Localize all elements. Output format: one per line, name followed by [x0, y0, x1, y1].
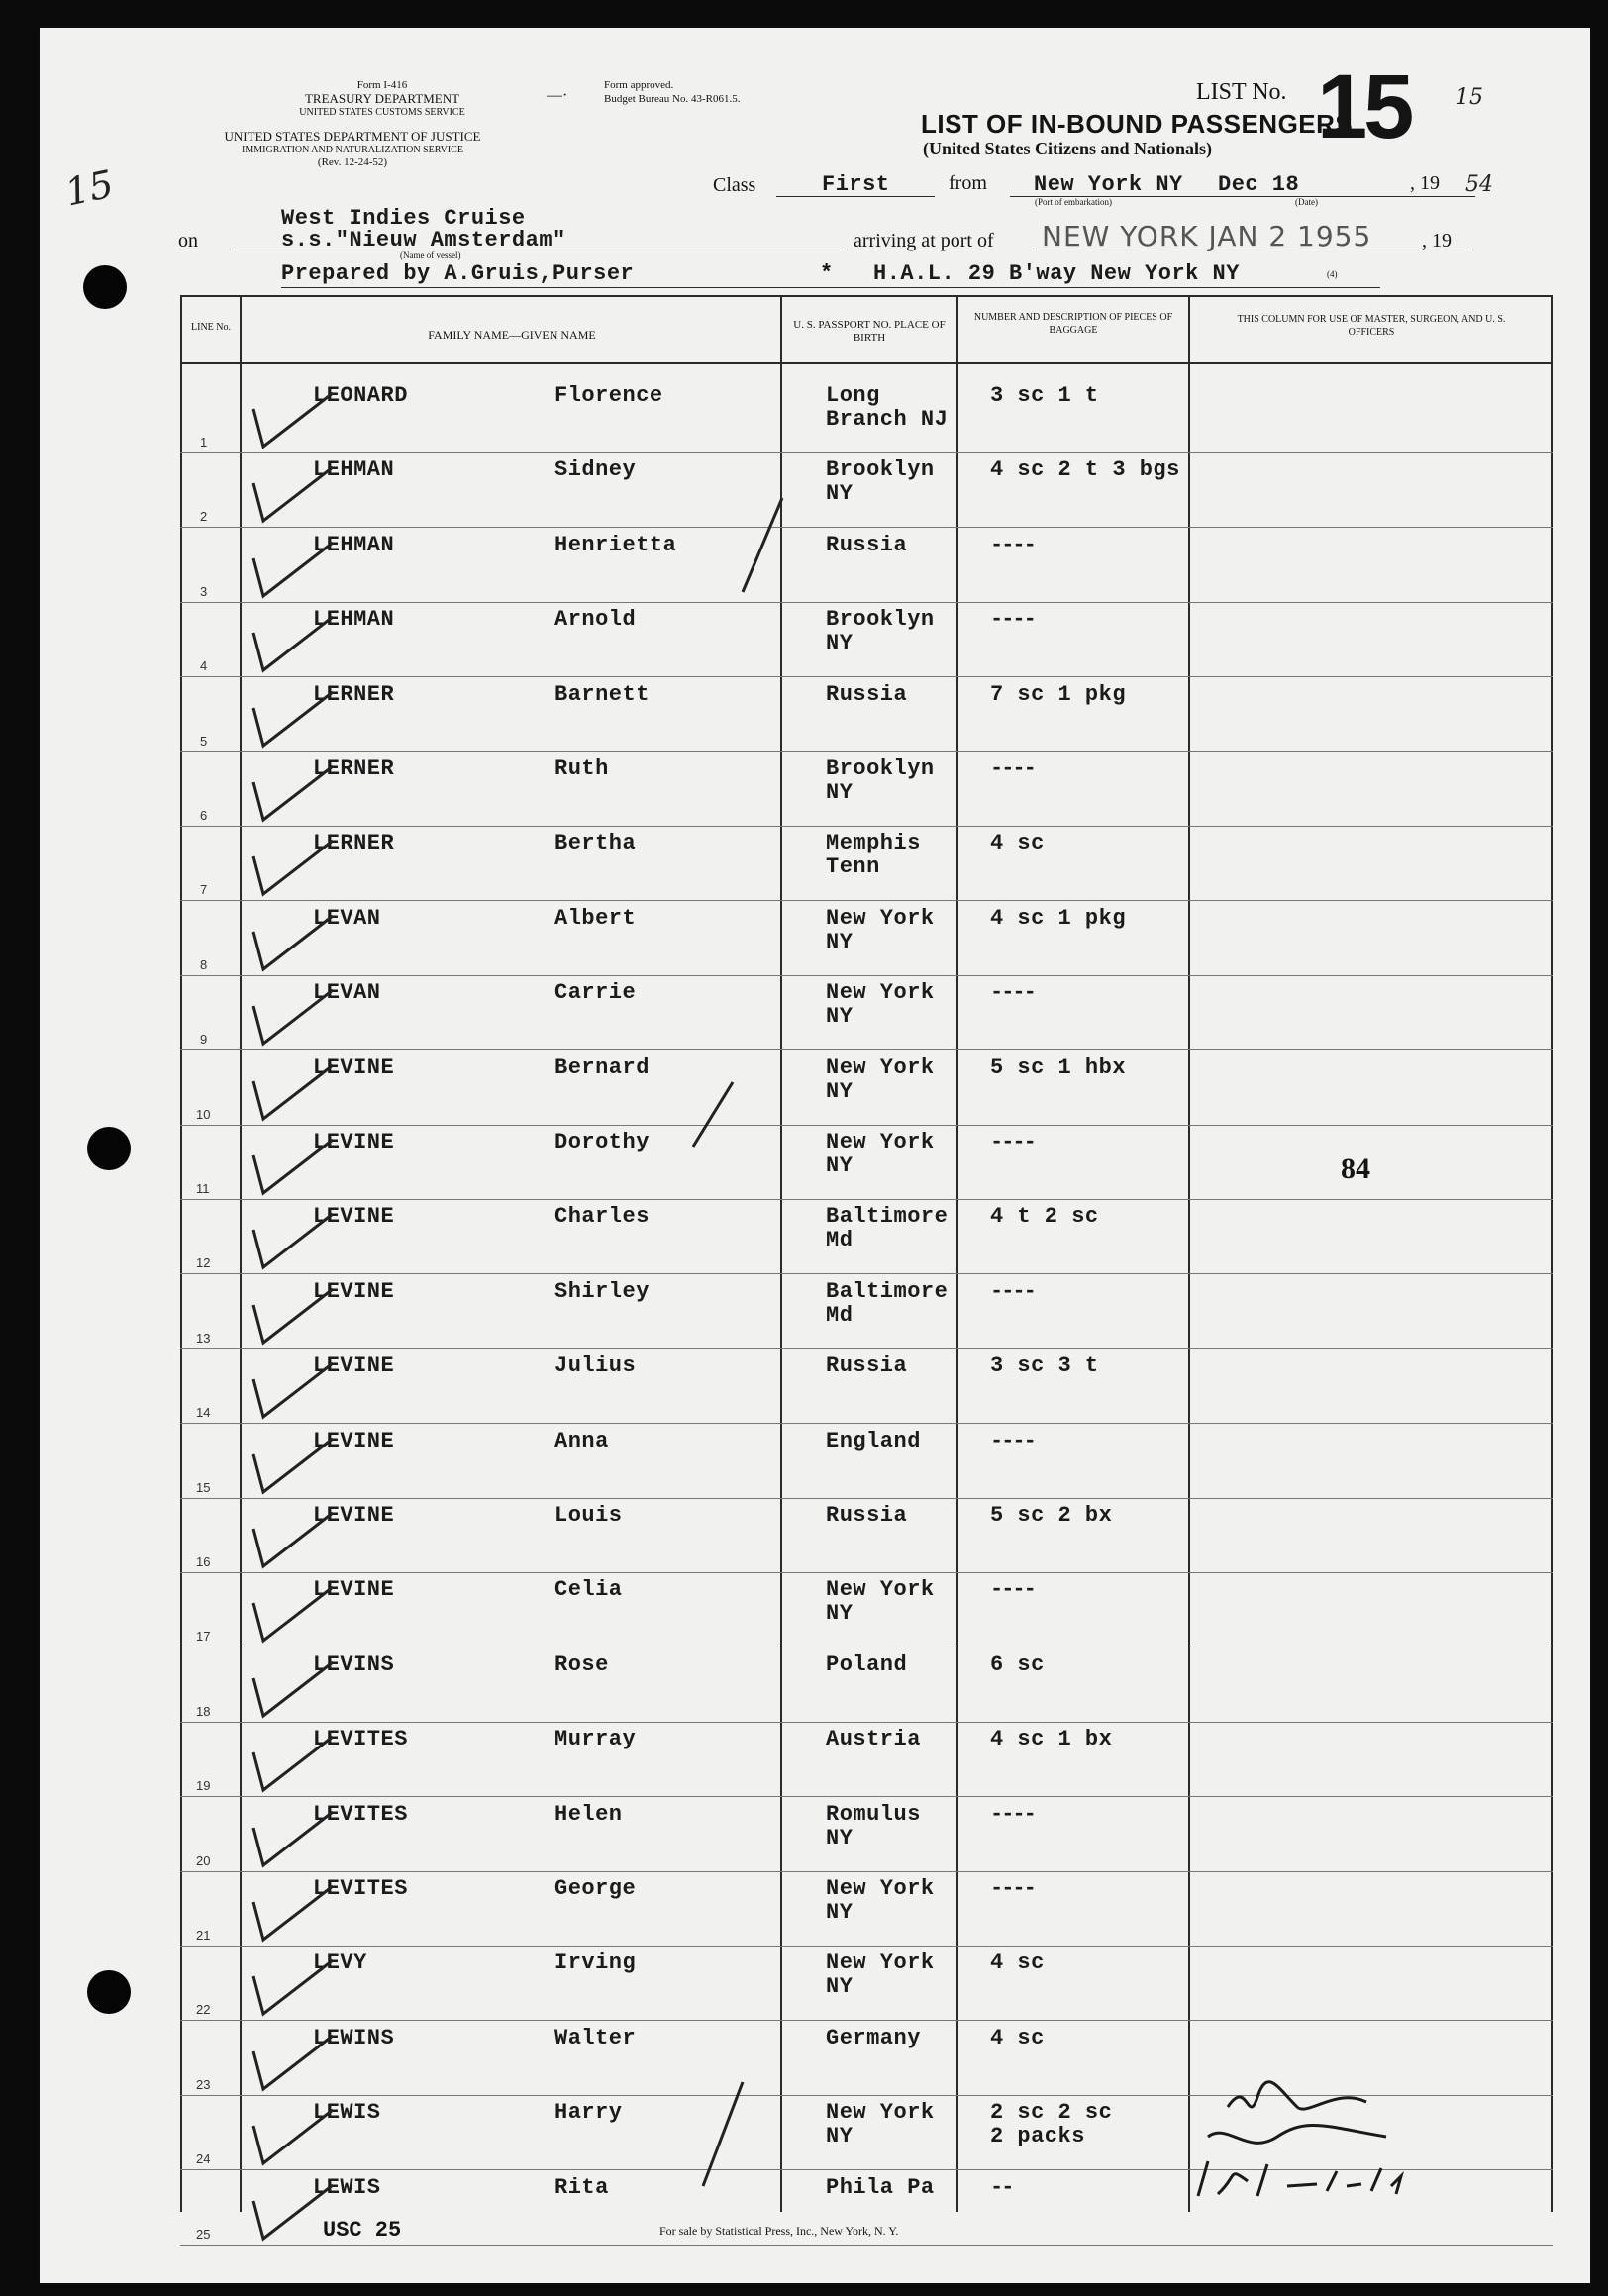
baggage: 4 sc 1 pkg [990, 905, 1127, 931]
family-name: LEHMAN [313, 532, 395, 557]
check-mark-icon [234, 1275, 343, 1354]
family-name: LEVINE [313, 1278, 395, 1304]
family-name: LEVAN [313, 905, 381, 931]
given-name: Henrietta [554, 532, 677, 557]
place-of-birth: Baltimore [826, 1278, 949, 1304]
place-of-birth-line2: NY [826, 1900, 854, 1925]
check-mark-icon [234, 1723, 343, 1802]
line-number: 12 [196, 1255, 211, 1271]
on-label: on [178, 230, 198, 251]
from-label: from [949, 172, 987, 194]
line-number: 1 [200, 435, 208, 449]
place-of-birth-line2: NY [826, 1974, 854, 2000]
table-row [40, 1872, 1590, 1947]
agent-caption: (4) [1327, 269, 1338, 279]
list-label: LIST No. [1196, 79, 1287, 105]
place-of-birth-line2: NY [826, 929, 854, 954]
line-number: 4 [200, 658, 208, 674]
given-name: Carrie [554, 980, 637, 1006]
check-mark-icon [234, 976, 343, 1055]
baggage: 6 sc [990, 1651, 1045, 1677]
table-row [40, 1425, 1590, 1499]
place-of-birth: Germany [826, 2025, 921, 2050]
col-header-passport: U. S. PASSPORT NO. PLACE OF BIRTH [793, 319, 946, 344]
line-number: 6 [200, 808, 208, 823]
table-row [40, 1648, 1590, 1723]
check-mark-icon [234, 1425, 343, 1504]
baggage: 4 t 2 sc [990, 1204, 1099, 1230]
separator-mark: —· [547, 87, 568, 104]
table-row [40, 902, 1590, 976]
given-name: Rita [554, 2174, 609, 2200]
baggage: -- [990, 2174, 1013, 2200]
family-name: LEVINE [313, 1054, 395, 1080]
treasury-dept: TREASURY DEPARTMENT [304, 91, 460, 106]
table-row [40, 678, 1590, 752]
baggage-line2: 2 packs [990, 2124, 1085, 2149]
line-number: 22 [196, 2002, 211, 2018]
check-mark-icon [234, 1648, 343, 1728]
table-row [40, 1499, 1590, 1573]
slash-mark-icon [693, 2077, 753, 2196]
place-of-birth: New York [826, 1950, 935, 1976]
given-name: Helen [554, 1801, 623, 1827]
place-of-birth: Russia [826, 681, 908, 707]
given-name: Barnett [554, 681, 650, 707]
baggage: ---- [990, 1876, 1035, 1901]
table-row [40, 1349, 1590, 1424]
row-divider [180, 2245, 1553, 2246]
baggage: ---- [990, 1130, 1035, 1154]
year-suffix: 54 [1465, 172, 1493, 197]
place-of-birth: Brooklyn [826, 607, 935, 633]
family-name: LEVITES [313, 1801, 408, 1827]
vessel-name: s.s."Nieuw Amsterdam" [281, 228, 566, 252]
form-title: LIST OF IN-BOUND PASSENGERS [921, 109, 1354, 139]
place-of-birth-line2: NY [826, 631, 854, 656]
family-name: LEWIS [313, 2100, 381, 2126]
family-name: LEVINE [313, 1428, 395, 1453]
place-of-birth: Russia [826, 532, 908, 557]
family-name: LEVINE [313, 1503, 395, 1528]
line-number: 21 [196, 1928, 211, 1943]
table-row [40, 1798, 1590, 1872]
place-of-birth-line2: Branch NJ [826, 407, 949, 432]
line-number: 25 [196, 2226, 211, 2242]
family-name: LEVAN [313, 980, 381, 1006]
given-name: George [554, 1876, 637, 1901]
place-of-birth-line2: NY [826, 1825, 854, 1850]
col-header-name: FAMILY NAME—GIVEN NAME [428, 328, 596, 342]
family-name: LERNER [313, 756, 395, 781]
line-number: 24 [196, 2151, 211, 2167]
baggage: 4 sc 2 t 3 bgs [990, 457, 1180, 483]
given-name: Anna [554, 1428, 609, 1453]
baggage: 4 sc 1 bx [990, 1727, 1113, 1752]
agent-address: H.A.L. 29 B'way New York NY [873, 261, 1240, 286]
manifest-page [40, 28, 1590, 2283]
check-mark-icon [234, 1947, 343, 2026]
vessel-caption: (Name of vessel) [400, 250, 461, 260]
table-row [40, 1051, 1590, 1126]
baggage: ---- [990, 1577, 1035, 1603]
form-revision: (Rev. 12-24-52) [317, 156, 388, 168]
table-row [40, 752, 1590, 827]
place-of-birth: New York [826, 980, 935, 1006]
table-row [40, 1200, 1590, 1274]
col-header-baggage: NUMBER AND DESCRIPTION OF PIECES OF BAGGAGE [973, 312, 1173, 336]
family-name: LEVITES [313, 1727, 408, 1752]
baggage: ---- [990, 1428, 1035, 1453]
form-subtitle: (United States Citizens and Nationals) [923, 139, 1213, 158]
check-mark-icon [234, 2022, 343, 2101]
place-of-birth: Memphis [826, 831, 921, 856]
baggage: 5 sc 2 bx [990, 1503, 1113, 1528]
family-name: LEVINE [313, 1130, 395, 1154]
line-number: 3 [200, 583, 208, 599]
family-name: LEWINS [313, 2025, 395, 2050]
baggage: ---- [990, 532, 1035, 557]
place-of-birth-line2: Md [826, 1302, 854, 1328]
slash-mark-icon [733, 493, 792, 602]
place-of-birth: Poland [826, 1651, 908, 1677]
family-name: LERNER [313, 831, 395, 856]
baggage: ---- [990, 1801, 1035, 1827]
place-of-birth: New York [826, 2100, 935, 2126]
table-row [40, 379, 1590, 453]
place-of-birth-line2: NY [826, 780, 854, 805]
list-number: 15 [1317, 56, 1411, 157]
customs-service: UNITED STATES CUSTOMS SERVICE [299, 107, 465, 118]
table-row [40, 1947, 1590, 2021]
given-name: Celia [554, 1577, 623, 1603]
check-mark-icon [234, 1573, 343, 1652]
place-of-birth-line2: NY [826, 1078, 854, 1104]
line-number: 20 [196, 1852, 211, 1868]
family-name: LEHMAN [313, 607, 395, 633]
baggage: ---- [990, 1278, 1035, 1304]
check-mark-icon [234, 1051, 343, 1131]
check-mark-icon [234, 529, 343, 608]
place-of-birth: Long [826, 383, 880, 408]
family-name: LEVINE [313, 1577, 395, 1603]
place-of-birth: New York [826, 1130, 935, 1154]
punch-hole [83, 265, 127, 309]
line-number: 14 [196, 1405, 211, 1421]
form-approved: Form approved. [604, 79, 674, 91]
cruise-name: West Indies Cruise [281, 206, 526, 231]
check-mark-icon [234, 902, 343, 981]
asterisk: * [820, 261, 834, 286]
place-of-birth-line2: NY [826, 481, 854, 507]
family-name: LEVINS [313, 1651, 395, 1677]
table-row [40, 529, 1590, 603]
place-of-birth-line2: Tenn [826, 854, 880, 880]
line-number: 2 [200, 509, 208, 525]
officer-count-note: 84 [1341, 1152, 1370, 1185]
baggage: 3 sc 3 t [990, 1353, 1099, 1379]
given-name: Sidney [554, 457, 637, 483]
place-of-birth: Brooklyn [826, 457, 935, 483]
arriving-label: arriving at port of [854, 230, 994, 251]
family-name: LEWIS [313, 2174, 381, 2200]
line-number: 9 [200, 1032, 208, 1048]
given-name: Irving [554, 1950, 637, 1976]
check-mark-icon [234, 1349, 343, 1429]
baggage: ---- [990, 607, 1035, 633]
table-row [40, 827, 1590, 901]
baggage: ---- [990, 980, 1035, 1006]
line-number: 5 [200, 733, 208, 749]
table-row [40, 1275, 1590, 1349]
place-of-birth-line2: Md [826, 1228, 854, 1253]
place-of-birth: Russia [826, 1503, 908, 1528]
check-mark-icon [234, 1872, 343, 1951]
footer-code: USC 25 [323, 2218, 402, 2243]
baggage: 7 sc 1 pkg [990, 681, 1127, 707]
table-row [40, 976, 1590, 1050]
family-name: LEHMAN [313, 457, 395, 483]
given-name: Louis [554, 1503, 623, 1528]
form-number: Form I-416 [356, 79, 408, 91]
port-of-embarkation: New York NY [1034, 172, 1183, 197]
family-name: LERNER [313, 681, 395, 707]
check-mark-icon [234, 453, 343, 533]
family-name: LEONARD [313, 383, 408, 408]
place-of-birth-line2: NY [826, 2124, 854, 2149]
family-name: LEVINE [313, 1353, 395, 1379]
budget-bureau: Budget Bureau No. 43-R061.5. [604, 93, 741, 105]
baggage: 4 sc [990, 2025, 1045, 2050]
given-name: Albert [554, 905, 637, 931]
baggage: 4 sc [990, 1950, 1045, 1976]
table-row [40, 1573, 1590, 1647]
check-mark-icon [234, 603, 343, 682]
margin-note: 15 [60, 161, 118, 215]
check-mark-icon [234, 1126, 343, 1205]
line-number: 17 [196, 1629, 211, 1645]
check-mark-icon [234, 827, 343, 906]
given-name: Rose [554, 1651, 609, 1677]
class-label: Class [713, 174, 756, 196]
given-name: Harry [554, 2100, 623, 2126]
col-header-line: LINE No. [191, 322, 231, 333]
place-of-birth: Austria [826, 1727, 921, 1752]
table-row [40, 453, 1590, 528]
check-mark-icon [234, 2096, 343, 2175]
line-number: 7 [200, 882, 208, 898]
list-number-handwritten: 15 [1456, 85, 1483, 110]
place-of-birth: Brooklyn [826, 756, 935, 781]
footer-printer: For sale by Statistical Press, Inc., New York, N. Y. [659, 2224, 899, 2238]
given-name: Arnold [554, 607, 637, 633]
table-header-border [180, 362, 1553, 364]
given-name: Dorothy [554, 1130, 650, 1154]
line-number: 18 [196, 1703, 211, 1719]
place-of-birth: England [826, 1428, 921, 1453]
line-number: 19 [196, 1778, 211, 1794]
table-row [40, 1723, 1590, 1797]
date-caption: (Date) [1295, 197, 1318, 207]
check-mark-icon [234, 379, 343, 458]
given-name: Shirley [554, 1278, 650, 1304]
given-name: Charles [554, 1204, 650, 1230]
given-name: Florence [554, 383, 663, 408]
table-row [40, 603, 1590, 677]
embark-date: Dec 18 [1218, 172, 1300, 197]
year-prefix: , 19 [1410, 172, 1440, 194]
ins-service: IMMIGRATION AND NATURALIZATION SERVICE [242, 145, 463, 155]
table-top-border [180, 295, 1553, 297]
prepared-by: Prepared by A.Gruis,Purser [281, 261, 635, 286]
given-name: Bertha [554, 831, 637, 856]
line-number: 15 [196, 1479, 211, 1495]
line-number: 23 [196, 2076, 211, 2092]
baggage: 2 sc 2 sc [990, 2100, 1113, 2126]
baggage: 5 sc 1 hbx [990, 1054, 1127, 1080]
baggage: 3 sc 1 t [990, 383, 1099, 408]
inspector-signature [1188, 2067, 1456, 2206]
family-name: LEVINE [313, 1204, 395, 1230]
arrival-year-prefix: , 19 [1422, 230, 1452, 251]
line-number: 10 [196, 1106, 211, 1122]
place-of-birth: New York [826, 905, 935, 931]
place-of-birth: New York [826, 1876, 935, 1901]
family-name: LEVY [313, 1950, 367, 1976]
check-mark-icon [234, 1200, 343, 1279]
given-name: Murray [554, 1727, 637, 1752]
place-of-birth: New York [826, 1577, 935, 1603]
given-name: Ruth [554, 756, 609, 781]
line-number: 11 [196, 1181, 210, 1196]
check-mark-icon [234, 752, 343, 832]
line-number: 13 [196, 1330, 211, 1346]
given-name: Bernard [554, 1054, 650, 1080]
prepared-underline [281, 287, 1380, 288]
slash-mark-icon [683, 1077, 743, 1156]
family-name: LEVITES [313, 1876, 408, 1901]
place-of-birth-line2: NY [826, 1004, 854, 1030]
given-name: Julius [554, 1353, 637, 1379]
place-of-birth: Romulus [826, 1801, 921, 1827]
place-of-birth: Baltimore [826, 1204, 949, 1230]
place-of-birth: Russia [826, 1353, 908, 1379]
check-mark-icon [234, 1798, 343, 1877]
check-mark-icon [234, 678, 343, 757]
port-embark-caption: (Port of embarkation) [1035, 197, 1112, 207]
place-of-birth: Phila Pa [826, 2174, 935, 2200]
arrival-stamp: NEW YORK JAN 2 1955 [1042, 220, 1372, 252]
baggage: 4 sc [990, 831, 1045, 856]
class-value: First [822, 172, 890, 197]
check-mark-icon [234, 1499, 343, 1578]
baggage: ---- [990, 756, 1035, 781]
given-name: Walter [554, 2025, 637, 2050]
col-header-officers: THIS COLUMN FOR USE OF MASTER, SURGEON, AND U. S. OFFICERS [1237, 314, 1506, 338]
line-number: 16 [196, 1554, 211, 1569]
place-of-birth: New York [826, 1054, 935, 1080]
place-of-birth-line2: NY [826, 1153, 854, 1178]
justice-dept: UNITED STATES DEPARTMENT OF JUSTICE [224, 129, 481, 144]
line-number: 8 [200, 956, 208, 972]
place-of-birth-line2: NY [826, 1601, 854, 1627]
